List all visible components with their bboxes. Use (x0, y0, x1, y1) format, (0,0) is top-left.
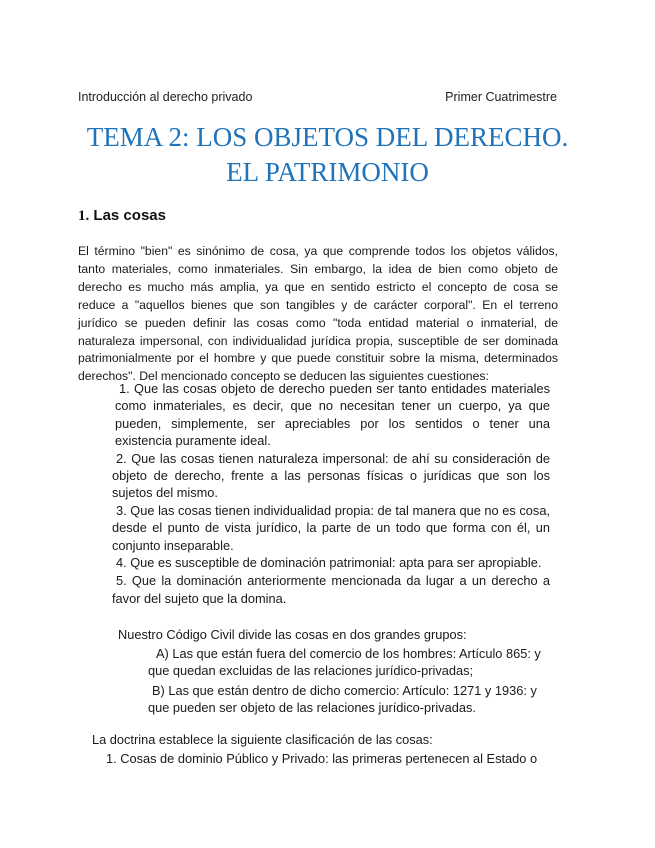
list-item: 2. Que las cosas tienen naturaleza impersonal: de ahí su consideración de objeto de derecho, frente a las personas físicas o jurídicas que son los sujetos del mismo. (112, 450, 550, 501)
list-item: B) Las que están dentro de dicho comercio: Artículo: 1271 y 1936: y que pueden ser objeto de las relaciones jurídico-privadas. (148, 682, 537, 715)
section-heading (78, 207, 166, 225)
document-header-term: Primer Cuatrimestre (445, 90, 557, 104)
section-label: Las cosas (93, 207, 166, 224)
page-title (40, 120, 615, 190)
intro-paragraph: El término "bien" es sinónimo de cosa, ya que comprende todos los objetos válidos, tanto materiales, como inmateriales. Sin embargo, la idea de bien como objeto de derecho es mucho más amplia, ya que en sentido estricto el concepto de cosa se reduce a "aquellos bienes que son tangibles y de carácter corporal". En el terreno jurídico se pueden definir las cosas como "toda entidad material o inmaterial, de naturaleza impersonal, con individualidad jurídica propia, susceptible de ser dominada patrimonialmente por el hombre y que puede constituir sobre la misma, determinados derechos". Del mencionado concepto se deducen las siguientes cuestiones: (78, 244, 558, 384)
document-header-course: Introducción al derecho privado (78, 90, 253, 104)
list-item: A) Las que están fuera del comercio de los hombres: Artículo 865: y que quedan excluidas de las relaciones jurídico-privadas; (148, 646, 541, 679)
grupos-list (148, 645, 556, 718)
codigo-civil-paragraph: Nuestro Código Civil divide las cosas en dos grandes grupos: (118, 627, 467, 642)
list-item: 3. Que las cosas tienen individualidad propia: de tal manera que no es cosa, desde el punto de vista jurídico, la parte de un todo que forma con él, un conjunto inseparable. (112, 503, 550, 553)
title-line-2: EL PATRIMONIO (226, 157, 429, 187)
list-item: 1. Cosas de dominio Público y Privado: las primeras pertenecen al Estado o (106, 751, 538, 766)
section-number: 1. (78, 208, 90, 224)
doctrina-paragraph: La doctrina establece la siguiente clasificación de las cosas: (92, 732, 433, 747)
list-item: 5. Que la dominación anteriormente mencionada da lugar a un derecho a favor del sujeto que la domina. (112, 573, 550, 606)
list-item: 4. Que es susceptible de dominación patrimonial: apta para ser apropiable. (116, 555, 542, 571)
cuestiones-list (112, 380, 550, 607)
title-line-1: TEMA 2: LOS OBJETOS DEL DERECHO. (86, 122, 569, 152)
list-item: 1. Que las cosas objeto de derecho pueden ser tanto entidades materiales como inmateriales, es decir, que no necesitan tener un cuerpo, ya que pueden, simplemente, ser apreciables por los sentidos o tener una existencia puramente ideal. (115, 381, 550, 448)
